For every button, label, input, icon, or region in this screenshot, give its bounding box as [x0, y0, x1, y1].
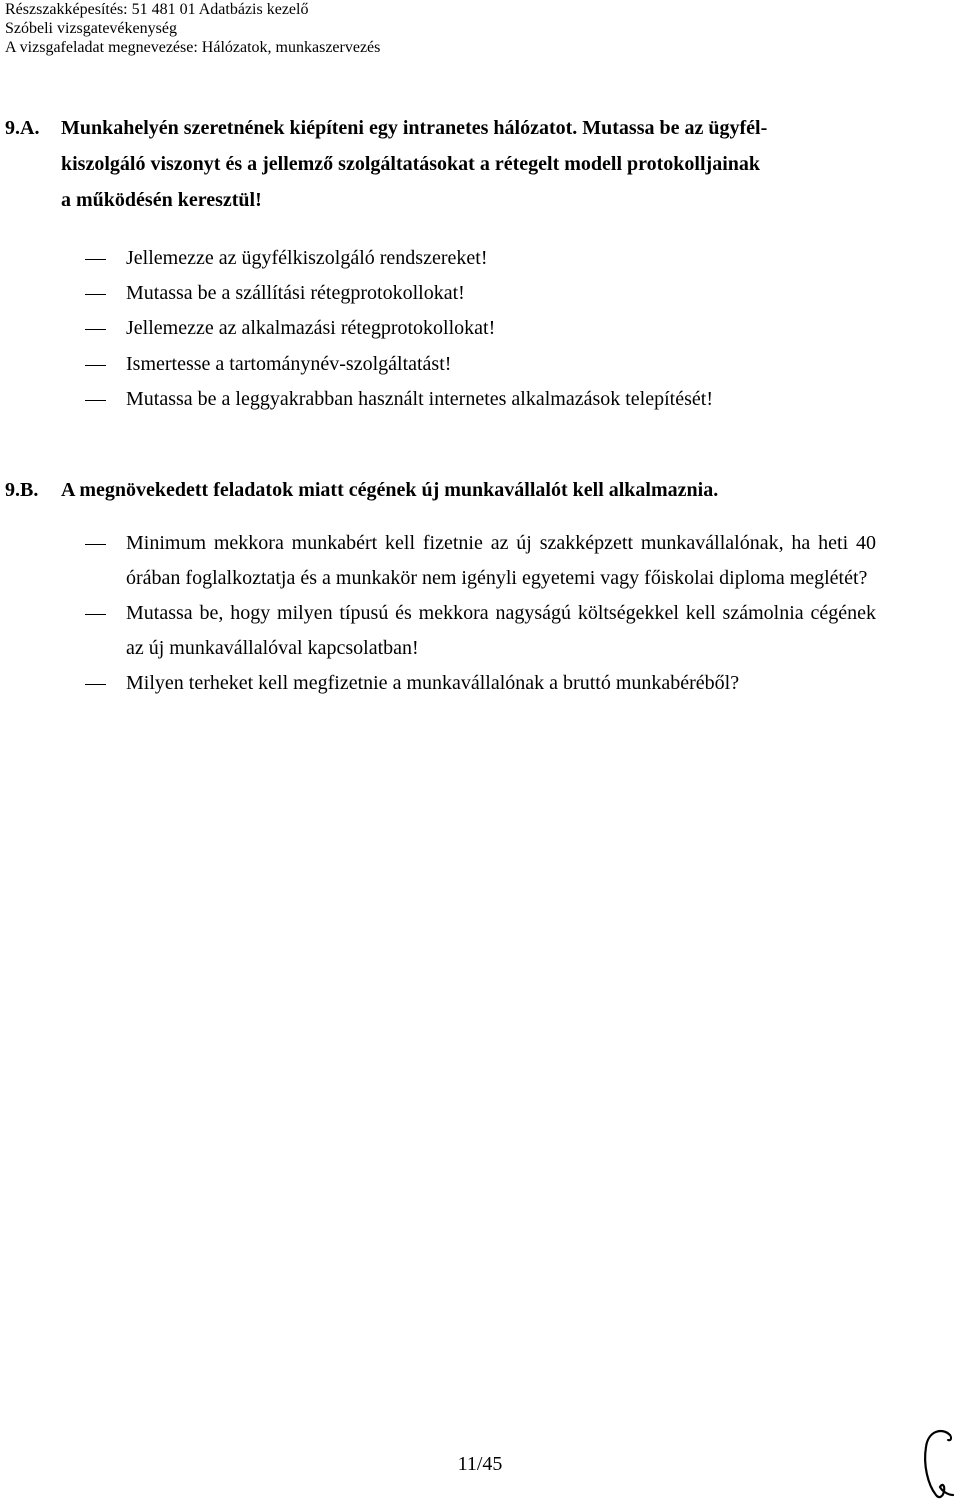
- header-qualification: Részszakképesítés: 51 481 01 Adatbázis kezelő: [5, 1, 309, 18]
- question-a-subtasks: [0, 244, 960, 420]
- list-item-text: Mutassa be a leggyakrabban használt internetes alkalmazások telepítését!: [126, 387, 713, 410]
- document-header: [5, 0, 380, 57]
- dash-bullet-icon: [85, 365, 106, 366]
- list-item-text: Ismertesse a tartománynév-szolgáltatást!: [126, 352, 452, 375]
- dash-bullet-icon: [85, 259, 106, 260]
- question-a-title: [5, 110, 885, 218]
- list-item-text: Mutassa be, hogy milyen típusú és mekkora nagyságú költségekkel kell számolnia cégének az új munkavállalóval kapcsolatban!: [126, 602, 876, 659]
- list-item: [0, 244, 960, 279]
- list-item-text: Milyen terheket kell megfizetnie a munkavállalónak a bruttó munkabéréből?: [126, 672, 740, 694]
- dash-bullet-icon: [85, 329, 106, 330]
- list-item: [0, 279, 960, 314]
- question-a-title-line-2: kiszolgáló viszonyt és a jellemző szolgáltatásokat a rétegelt modell protokolljainak: [61, 153, 760, 175]
- list-item: [0, 314, 960, 349]
- list-item: [0, 350, 960, 385]
- list-item-text: Mutassa be a szállítási rétegprotokollokat!: [126, 282, 465, 305]
- list-item-text: Jellemezze az alkalmazási rétegprotokollokat!: [126, 317, 496, 340]
- question-a-title-line-3: a működésén keresztül!: [61, 189, 262, 211]
- list-item: [0, 385, 960, 420]
- question-b-number: 9.B.: [5, 479, 39, 501]
- question-a-title-line-1: Munkahelyén szeretnének kiépíteni egy intranetes hálózatot. Mutassa be az ügyfél-: [61, 117, 768, 139]
- dash-bullet-icon: [85, 400, 106, 401]
- question-a-number: 9.A.: [5, 117, 40, 139]
- dash-bullet-icon: [85, 614, 106, 615]
- list-item: [0, 666, 960, 701]
- question-b-subtasks: [0, 526, 960, 701]
- question-b-title-text: A megnövekedett feladatok miatt cégének új munkavállalót kell alkalmaznia.: [61, 479, 719, 501]
- header-exam-type: Szóbeli vizsgatevékenység: [5, 20, 177, 37]
- dash-bullet-icon: [85, 544, 106, 545]
- list-item-text: Jellemezze az ügyfélkiszolgáló rendszereket!: [126, 247, 488, 269]
- dash-bullet-icon: [85, 294, 106, 295]
- header-task-name: A vizsgafeladat megnevezése: Hálózatok, munkaszervezés: [5, 39, 381, 56]
- dash-bullet-icon: [85, 684, 106, 685]
- list-item-text: Minimum mekkora munkabért kell fizetnie az új szakképzett munkavállalónak, ha heti 40 órában foglalkoztatja és a munkakör nem igényli egyetemi vagy főiskolai diploma meglétét?: [126, 532, 876, 589]
- list-item: [0, 596, 960, 666]
- question-b-title: [5, 472, 718, 508]
- signature-mark: [920, 1425, 956, 1500]
- list-item: [0, 526, 960, 596]
- page-number: 11/45: [457, 1453, 503, 1475]
